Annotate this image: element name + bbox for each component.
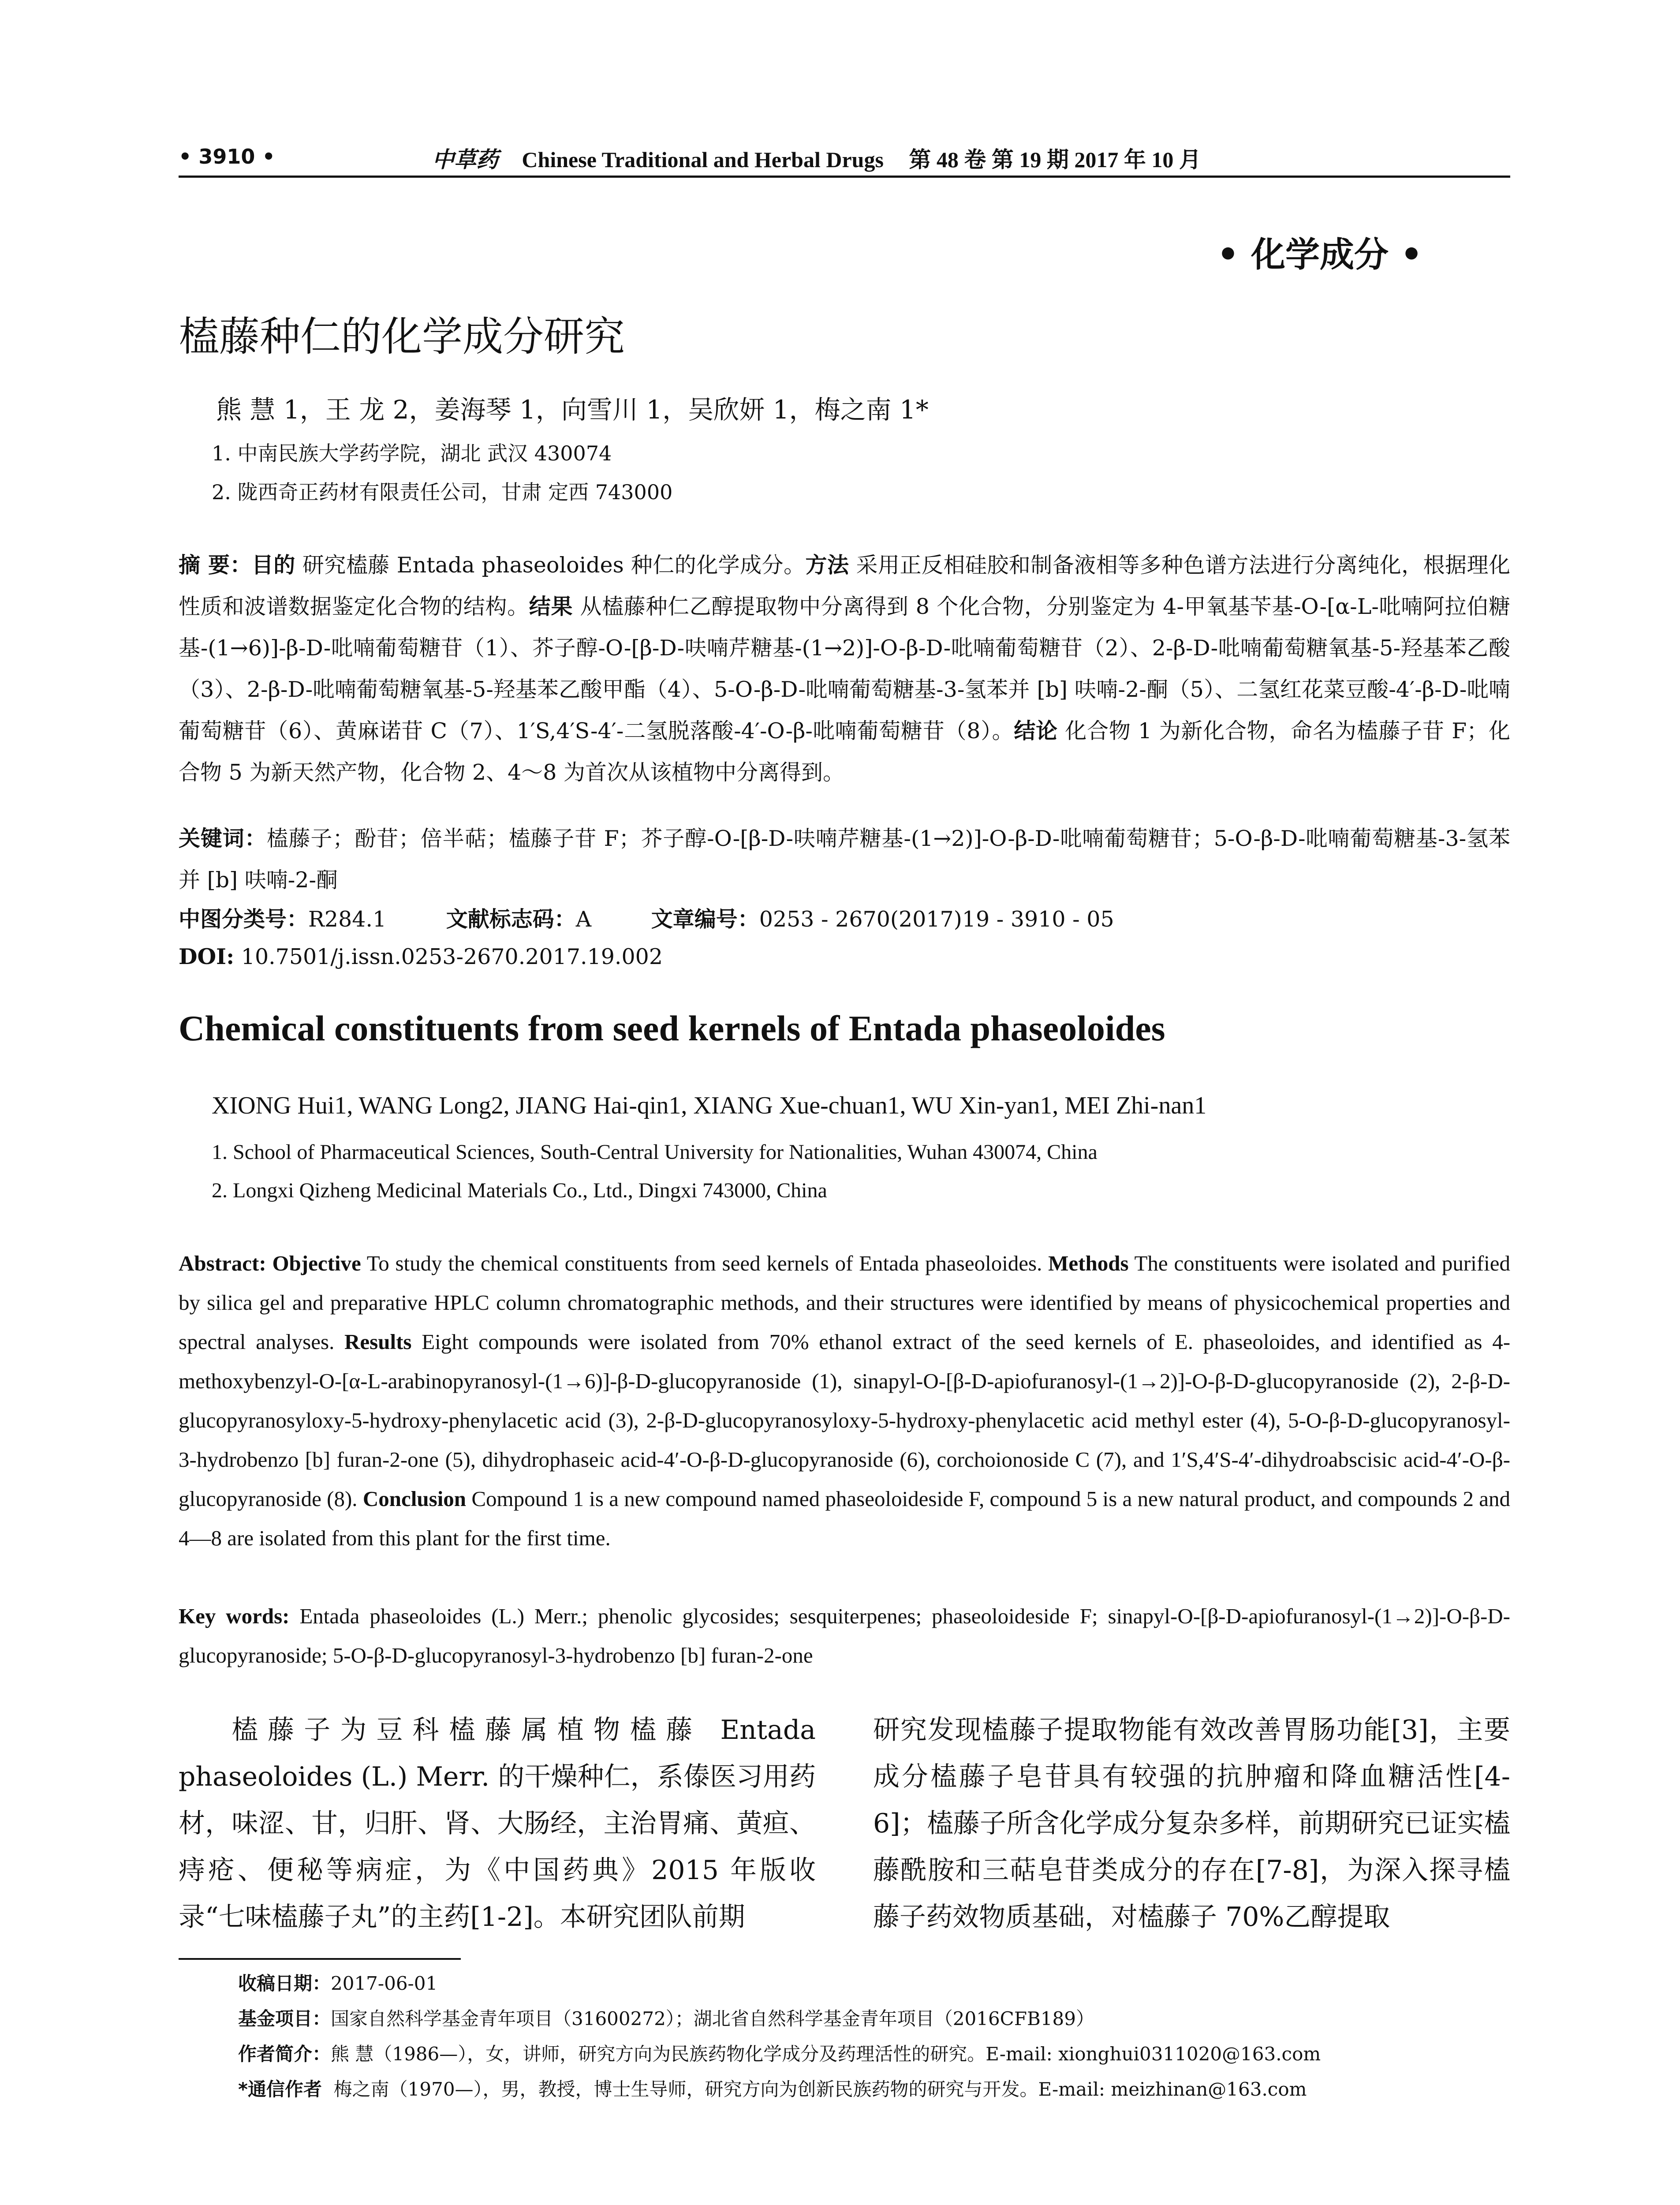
doc-code-label: 文献标志码： xyxy=(446,907,576,932)
results-label-cn: 结果 xyxy=(529,594,573,619)
conclusion-en: Compound 1 is a new compound named phaseoloideside F, compound 5 is a new natural product, and compounds 2 and 4—8 are isolated from this plant for the first time. xyxy=(179,1487,1510,1550)
author-bio-text: 熊 慧（1986—），女，讲师，研究方向为民族药物化学成分及药理活性的研究。E-mail: xionghui0311020@163.com xyxy=(331,2043,1321,2065)
conclusion-cn: 化合物 1 为新化合物，命名为榼藤子苷 F；化合物 5 为新天然产物，化合物 2、4～8 为首次从该植物中分离得到。 xyxy=(179,718,1510,785)
authors-en: XIONG Hui1, WANG Long2, JIANG Hai-qin1, XIANG Xue-chuan1, WU Xin-yan1, MEI Zhi-nan1 xyxy=(212,1092,1207,1119)
body-column-left: 榼藤子为豆科榼藤属植物榼藤 Entada phaseoloides (L.) Merr. 的干燥种仁，系傣医习用药材，味涩、甘，归肝、肾、大肠经，主治胃痛、黄疸、痔疮、便秘等病症，为《中国药典》2015 年版收录“七味榼藤子丸”的主药[1-2]。本研究团队前期 xyxy=(179,1715,816,1932)
affiliation-en-1: 1. School of Pharmaceutical Sciences, South-Central University for Nationalities, Wuhan 430074, China xyxy=(212,1140,1098,1164)
keywords-en-text: Entada phaseoloides (L.) Merr.; phenolic glycosides; sesquiterpenes; phaseoloideside F; sinapyl-O-[β-D-apiofuranosyl-(1→2)]-O-β-D-glucopyranoside; 5-O-β-D-glucopyranosyl-3-hydrobenzo [b] furan-2-one xyxy=(179,1604,1510,1667)
objective-label-cn: 目的 xyxy=(251,553,295,578)
keywords-en xyxy=(179,1596,1510,1675)
footnote-corresponding xyxy=(238,2075,1307,2101)
journal-name-cn: 中草药 xyxy=(432,146,498,172)
title-cn: 榼藤种仁的化学成分研究 xyxy=(179,313,625,360)
results-cn: 从榼藤种仁乙醇提取物中分离得到 8 个化合物，分别鉴定为 4-甲氧基苄基-O-[α-L-吡喃阿拉伯糖基-(1→6)]-β-D-吡喃葡萄糖苷（1）、芥子醇-O-[β-D-呋喃芹糖基-(1→2)]-O-β-D-吡喃葡萄糖苷（2）、2-β-D-吡喃葡萄糖氧基-5-羟基苯乙酸（3）、2-β-D-吡喃葡萄糖氧基-5-羟基苯乙酸甲酯（4）、5-O-β-D-吡喃葡萄糖基-3-氢苯并 [b] 呋喃-2-酮（5）、二氢红花菜豆酸-4′-β-D-吡喃葡萄糖苷（6）、黄麻诺苷 C（7）、1′S,4′S-4′-二氢脱落酸-4′-O-β-吡喃葡萄糖苷（8）。 xyxy=(179,594,1510,744)
footnote-fund xyxy=(238,2004,1094,2031)
author-bio-label: 作者简介： xyxy=(238,2043,331,2065)
title-en: Chemical constituents from seed kernels of Entada phaseoloides xyxy=(179,1008,1165,1048)
abstract-en-label: Abstract: xyxy=(179,1251,273,1275)
results-en: Eight compounds were isolated from 70% ethanol extract of the seed kernels of E. phaseoloides, and identified as 4-methoxybenzyl-O-[α-L-arabinopyranosyl-(1→6)]-β-D-glucopyranoside (1), sinapyl-O-[β-D-apiofuranosyl-(1→2)]-O-β-D-glucopyranoside (2), 2-β-D-glucopyranosyloxy-5-hydroxy-phenylacetic acid (3), 2-β-D-glucopyranosyloxy-5-hydroxy-phenylacetic acid methyl ester (4), 5-O-β-D-glucopyranosyl-3-hydrobenzo [b] furan-2-one (5), dihydrophaseic acid-4′-O-β-D-glucopyranoside (6), corchoionoside C (7), and 1′S,4′S-4′-dihydroabscisic acid-4′-O-β-glucopyranoside (8). xyxy=(179,1330,1511,1511)
methods-cn: 采用正反相硅胶和制备液相等多种色谱方法进行分离纯化，根据理化性质和波谱数据鉴定化合物的结构。 xyxy=(179,553,1510,619)
body-column-right: 研究发现榼藤子提取物能有效改善胃肠功能[3]，主要成分榼藤子皂苷具有较强的抗肿瘤和降血糖活性[4-6]；榼藤子所含化学成分复杂多样，前期研究已证实榼藤酰胺和三萜皂苷类成分的存在[7-8]，为深入探寻榼藤子药效物质基础，对榼藤子 70%乙醇提取 xyxy=(873,1715,1510,1932)
abstract-cn-label: 摘 要： xyxy=(179,553,252,578)
doc-code-value: A xyxy=(575,907,592,932)
objective-cn: 研究榼藤 Entada phaseoloides 种仁的化学成分。 xyxy=(302,553,806,578)
keywords-en-label: Key words: xyxy=(179,1604,300,1628)
doi-label: DOI: xyxy=(179,944,235,969)
methods-label-cn: 方法 xyxy=(805,553,849,578)
objective-label-en: Objective xyxy=(272,1251,361,1275)
methods-label-en: Methods xyxy=(1048,1251,1129,1275)
conclusion-label-cn: 结论 xyxy=(1014,718,1058,744)
journal-name xyxy=(432,142,1201,174)
methods-en: The constituents were isolated and purified by silica gel and preparative HPLC column chromatographic methods, and their structures were identified by means of physicochemical properties and spectral analyses. xyxy=(179,1251,1511,1354)
abstract-cn xyxy=(179,545,1510,793)
corresponding-text: 梅之南（1970—），男，教授，博士生导师，研究方向为创新民族药物的研究与开发。E-mail: meizhinan@163.com xyxy=(333,2078,1307,2100)
affiliation-cn-1: 1. 中南民族大学药学院，湖北 武汉 430074 xyxy=(212,441,612,465)
journal-issue: 第 48 卷 第 19 期 2017 年 10 月 xyxy=(909,147,1201,172)
conclusion-label-en: Conclusion xyxy=(362,1487,467,1511)
abstract-en xyxy=(179,1244,1510,1558)
article-no-value: 0253 - 2670(2017)19 - 3910 - 05 xyxy=(759,907,1114,932)
footnote-rule xyxy=(179,1958,461,1960)
keywords-cn xyxy=(179,818,1510,901)
clc-value: R284.1 xyxy=(308,907,387,932)
clc-label: 中图分类号： xyxy=(179,907,309,932)
received-date: 2017-06-01 xyxy=(331,1973,438,1994)
section-tag: • 化学成分 • xyxy=(1217,235,1423,275)
classification-line xyxy=(179,902,1510,933)
received-label: 收稿日期： xyxy=(238,1973,331,1994)
fund-label: 基金项目： xyxy=(238,2008,331,2029)
doi-line xyxy=(179,944,1510,969)
fund-text: 国家自然科学基金青年项目（31600272）；湖北省自然科学基金青年项目（2016CFB189） xyxy=(331,2008,1094,2029)
keywords-cn-label: 关键词： xyxy=(179,826,267,851)
affiliation-cn-2: 2. 陇西奇正药材有限责任公司，甘肃 定西 743000 xyxy=(212,480,673,504)
results-label-en: Results xyxy=(344,1330,412,1354)
doi-value[interactable]: 10.7501/j.issn.0253-2670.2017.19.002 xyxy=(241,944,663,969)
objective-en: To study the chemical constituents from seed kernels of Entada phaseoloides. xyxy=(366,1251,1042,1275)
page-number: • 3910 • xyxy=(179,145,275,168)
footnote-author xyxy=(238,2040,1321,2066)
running-header xyxy=(179,140,1510,180)
keywords-cn-text: 榼藤子；酚苷；倍半萜；榼藤子苷 F；芥子醇-O-[β-D-呋喃芹糖基-(1→2)]-O-β-D-吡喃葡萄糖苷；5-O-β-D-吡喃葡萄糖基-3-氢苯并 [b] 呋喃-2-酮 xyxy=(179,826,1510,893)
journal-name-en: Chinese Traditional and Herbal Drugs xyxy=(522,147,884,172)
affiliation-en-2: 2. Longxi Qizheng Medicinal Materials Co., Ltd., Dingxi 743000, China xyxy=(212,1179,827,1202)
article-no-label: 文章编号： xyxy=(651,907,759,932)
corresponding-label: *通信作者 xyxy=(238,2078,322,2100)
authors-cn: 熊 慧 1，王 龙 2，姜海琴 1，向雪川 1，吴欣妍 1，梅之南 1* xyxy=(216,395,929,425)
footnote-received xyxy=(238,1969,437,1996)
header-rule xyxy=(179,176,1510,178)
